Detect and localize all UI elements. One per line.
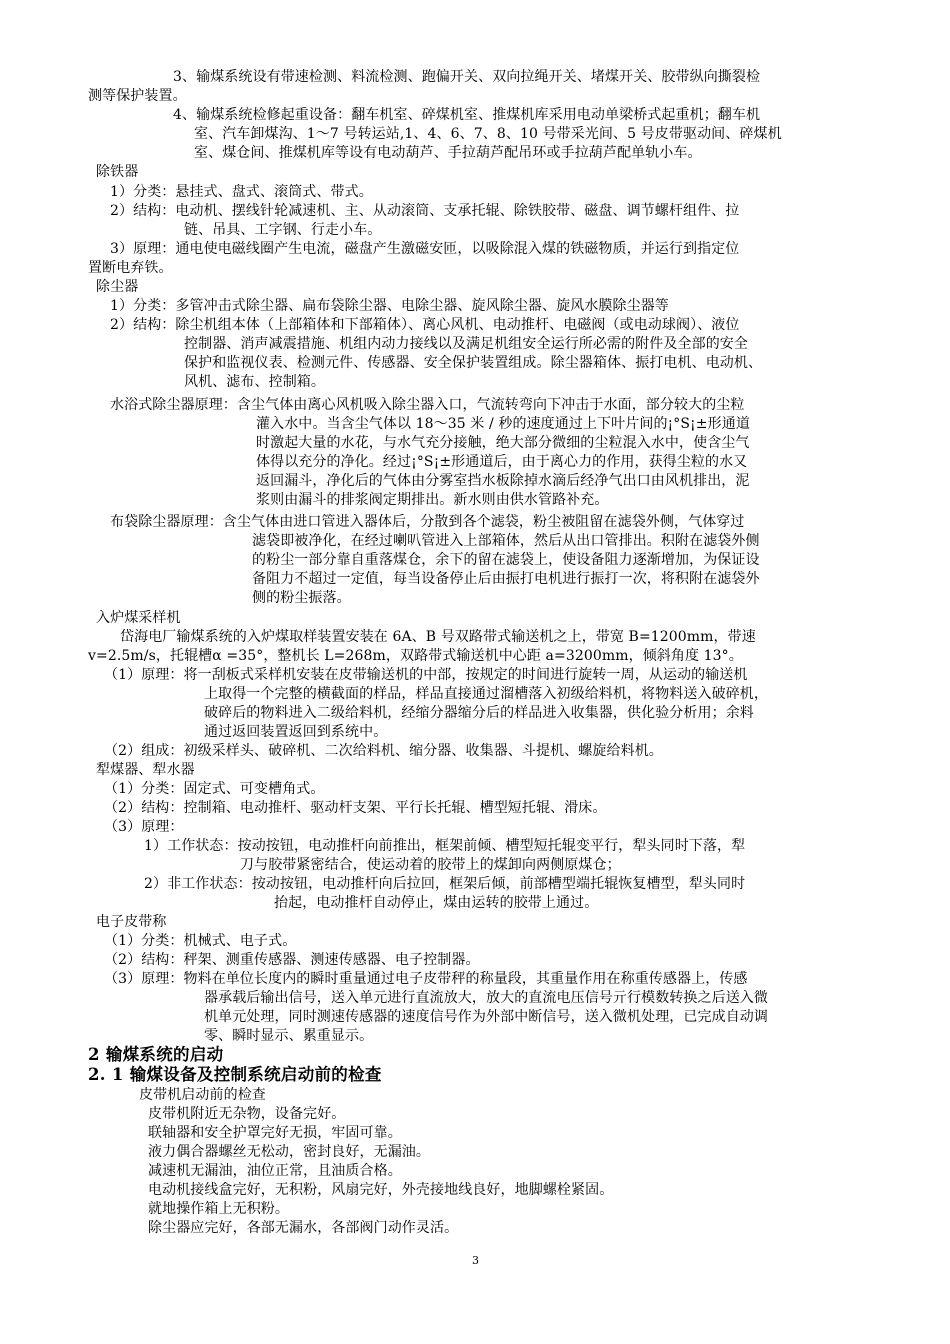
text-line: 机单元处理，同时测速传感器的速度信号作为外部中断信号，送入微机处理，已完成自动调 — [204, 1009, 768, 1025]
text-line: （1）原理：将一刮板式采样机安装在皮带输送机的中部，按规定的时间进行旋转一周，从运动的输送机 — [104, 667, 748, 683]
text-line: 通过返回装置返回到系统中。 — [204, 724, 388, 740]
text-line: 置断电弃铁。 — [88, 260, 173, 276]
text-line: 时激起大量的水花，与水气充分接触，绝大部分微细的尘粒混入水中，使含尘气 — [256, 435, 750, 451]
text-line: 1）分类：悬挂式、盘式、滚筒式、带式。 — [110, 184, 373, 200]
text-line: 返回漏斗，净化后的气体由分雾室挡水板除掉水滴后经净气出口由风机排出，泥 — [256, 473, 750, 489]
page-number: 3 — [472, 1254, 480, 1267]
section-heading: 电子皮带称 — [96, 914, 167, 930]
text-line: 保护和监视仪表、检测元件、传感器、安全保护装置组成。除尘器箱体、振打电机、电动机、 — [184, 355, 763, 371]
text-line: 零、瞬时显示、累重显示。 — [204, 1028, 374, 1044]
chapter-heading: 2 输煤系统的启动 — [88, 1045, 224, 1064]
chapter-heading: 2. 1 输煤设备及控制系统启动前的检查 — [88, 1065, 382, 1084]
text-line: 链、吊具、工字钢、行走小车。 — [184, 222, 382, 238]
text-line: v=2.5m/s，托辊槽α =35°，整机长 L=268m，双路带式输送机中心距 a=3200mm，倾斜角度 13°。 — [88, 648, 743, 664]
text-line: 破碎后的物料进入二级给料机，经缩分器缩分后的样品进入收集器，供化验分析用；余料 — [204, 705, 754, 721]
text-line: 风机、滤布、控制箱。 — [184, 374, 325, 390]
text-line: 2）非工作状态：按动按钮，电动推杆向后拉回，框架后倾，前部槽型端托辊恢复槽型，犁头同时 — [144, 876, 746, 892]
section-heading: 犁煤器、犁水器 — [96, 762, 195, 778]
text-line: 器承载后输出信号，送入单元进行直流放大，放大的直流电压信号亓行模数转换之后送入微 — [204, 990, 768, 1006]
text-line: （1）分类：固定式、可变槽角式。 — [104, 781, 325, 797]
text-line: 布袋除尘器原理：含尘气体由进口管进入器体后，分散到各个滤袋，粉尘被阻留在滤袋外侧，气体穿过 — [110, 514, 745, 530]
text-line: 除尘器应完好，各部无漏水，各部阀门动作灵活。 — [148, 1220, 459, 1236]
text-line: 1）分类：多管冲击式除尘器、扁布袋除尘器、电除尘器、旋风除尘器、旋风水膜除尘器等 — [110, 298, 669, 314]
text-line: 浆则由漏斗的排浆阀定期排出。新水则由供水管路补充。 — [256, 492, 609, 508]
text-line: 滤袋即被净化，在经过喇叭管进入上部箱体，然后从出口管排出。积附在滤袋外侧 — [252, 533, 760, 549]
text-line: （2）结构：控制箱、电动推杆、驱动杆支架、平行长托辊、槽型短托辊、滑床。 — [104, 800, 607, 816]
text-line: 测等保护装置。 — [88, 88, 187, 104]
text-line: 灌入水中。当含尘气体以 18～35 米 / 秒的速度通过上下叶片间的¡°S¡±形通道 — [256, 416, 750, 432]
section-heading: 皮带机启动前的检查 — [139, 1087, 266, 1103]
text-line: （2）组成：初级采样头、破碎机、二次给料机、缩分器、收集器、斗提机、螺旋给料机。 — [104, 743, 663, 759]
text-line: 3、输煤系统设有带速检测、料流检测、跑偏开关、双向拉绳开关、堵煤开关、胶带纵向撕裂检 — [173, 69, 761, 85]
text-line: 1）工作状态：按动按钮，电动推杆向前推出，框架前倾、槽型短托辊变平行，犁头同时下落，犁 — [144, 838, 746, 854]
text-line: 电动机接线盒完好，无积粉，风扇完好，外壳接地线良好，地脚螺栓紧固。 — [148, 1182, 614, 1198]
text-line: 抬起，电动推杆自动停止，煤由运转的胶带上通过。 — [274, 895, 599, 911]
text-line: 3）原理：通电使电磁线圈产生电流，磁盘产生激磁安匝，以吸除混入煤的铁磁物质，并运行到指定位 — [110, 241, 740, 257]
section-heading: 除尘器 — [96, 279, 139, 295]
text-line: 室、煤仓间、推煤机库等设有电动葫芦、手拉葫芦配吊环或手拉葫芦配单轨小车。 — [194, 145, 702, 161]
text-line: 就地操作箱上无积粉。 — [148, 1201, 289, 1217]
text-line: 2）结构：除尘机组本体（上部箱体和下部箱体）、离心风机、电动推杆、电磁阀（或电动球阀）、液位 — [110, 317, 740, 333]
text-line: 2）结构：电动机、摆线针轮减速机、主、从动滚筒、支承托辊、除铁胶带、磁盘、调节螺杆组件、拉 — [110, 203, 740, 219]
text-line: 备阻力不超过一定值，每当设备停止后由振打电机进行振打一次，将积附在滤袋外 — [252, 571, 760, 587]
text-line: 皮带机附近无杂物，设备完好。 — [148, 1106, 346, 1122]
text-line: （3）原理： — [104, 819, 184, 835]
text-line: 上取得一个完整的横截面的样品，样品直接通过溜槽落入初级给料机，将物料送入破碎机， — [204, 686, 768, 702]
text-line: 液力偶合器螺丝无松动，密封良好，无漏油。 — [148, 1144, 430, 1160]
text-line: 刀与胶带紧密结合，使运动着的胶带上的煤卸向两侧原煤仓； — [240, 857, 621, 873]
text-line: （3）原理：物料在单位长度内的瞬时重量通过电子皮带秤的称量段，其重量作用在称重传感器上，传感 — [104, 971, 748, 987]
text-line: 体得以充分的净化。经过¡°S¡±形通道后，由于离心力的作用，获得尘粒的水又 — [256, 454, 748, 470]
text-line: 4、输煤系统检修起重设备：翻车机室、碎煤机室、推煤机库采用电动单梁桥式起重机；翻车机 — [173, 107, 761, 123]
text-line: 的粉尘一部分靠自重落煤仓，余下的留在滤袋上，使设备阻力逐渐增加，为保证设 — [252, 552, 760, 568]
text-line: 减速机无漏油，油位正常，且油质合格。 — [148, 1163, 402, 1179]
text-line: （2）结构：秤架、测重传感器、测速传感器、电子控制器。 — [104, 952, 480, 968]
text-line: 岱海电厂输煤系统的入炉煤取样装置安装在 6A、B 号双路带式输送机之上，带宽 B=1200mm，带速 — [120, 629, 756, 645]
text-line: 室、汽车卸煤沟、1～7 号转运站,1、4、6、7、8、10 号带采光间、5 号皮带驱动间、碎煤机 — [194, 126, 782, 142]
text-line: 水浴式除尘器原理：含尘气体由离心风机吸入除尘器入口，气流转弯向下冲击于水面，部分较大的尘粒 — [110, 397, 745, 413]
text-line: （1）分类：机械式、电子式。 — [104, 933, 297, 949]
section-heading: 除铁器 — [96, 164, 139, 180]
text-line: 联轴器和安全护罩完好无损，牢固可靠。 — [148, 1125, 402, 1141]
text-line: 侧的粉尘振落。 — [252, 590, 351, 606]
section-heading: 入炉煤采样机 — [96, 610, 181, 626]
text-line: 控制器、消声减震措施、机组内动力接线以及满足机组安全运行所必需的附件及全部的安全 — [184, 336, 748, 352]
